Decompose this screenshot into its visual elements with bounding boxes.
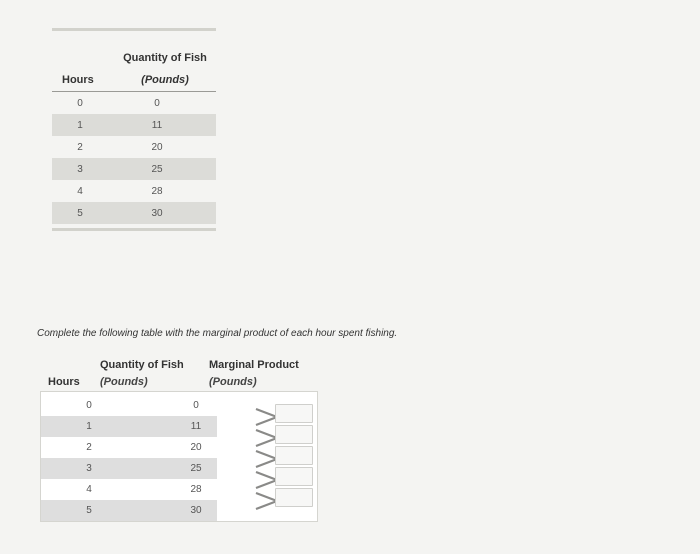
cell-quantity: 20 [151, 141, 163, 153]
cell-hours: 4 [86, 484, 92, 495]
cell-hours: 0 [86, 400, 92, 411]
cell-quantity: 28 [151, 185, 163, 197]
cell-hours: 4 [77, 185, 83, 197]
cell-hours: 5 [86, 505, 92, 516]
table-row [41, 479, 217, 500]
table-row [52, 180, 216, 202]
cell-hours: 5 [77, 207, 83, 219]
cell-hours: 0 [77, 97, 83, 109]
header-quantity-unit: (Pounds) [141, 74, 189, 86]
t2-header-quantity: Quantity of Fish [100, 359, 184, 371]
table-row [41, 500, 217, 521]
table-row [52, 136, 216, 158]
t2-header-quantity-unit: (Pounds) [100, 376, 148, 388]
cell-quantity: 25 [151, 163, 163, 175]
instruction-text: Complete the following table with the marginal product of each hour spent fishing. [37, 328, 398, 339]
t2-header-hours: Hours [48, 376, 80, 388]
cell-quantity: 30 [151, 207, 163, 219]
cell-quantity: 28 [190, 484, 202, 495]
fish-production-table [52, 28, 216, 231]
table-row [52, 114, 216, 136]
table-row [41, 437, 217, 458]
header-hours: Hours [62, 74, 94, 86]
marginal-product-input-5[interactable] [275, 488, 313, 507]
cell-hours: 3 [86, 463, 92, 474]
table-header [52, 41, 216, 89]
cell-quantity: 0 [193, 400, 199, 411]
t2-header-marginal-unit: (Pounds) [209, 376, 257, 388]
table-row [52, 202, 216, 224]
marginal-product-input-2[interactable] [275, 425, 313, 444]
cell-quantity: 11 [190, 421, 202, 432]
marginal-product-input-3[interactable] [275, 446, 313, 465]
cell-hours: 2 [86, 442, 92, 453]
table-row [41, 458, 217, 479]
cell-hours: 1 [86, 421, 92, 432]
table-bottom-rule [52, 228, 216, 231]
table-row [52, 158, 216, 180]
table-row [52, 92, 216, 114]
cell-hours: 1 [77, 119, 83, 131]
cell-quantity: 30 [190, 505, 202, 516]
header-quantity: Quantity of Fish [123, 52, 207, 64]
cell-quantity: 20 [190, 442, 202, 453]
marginal-product-input-1[interactable] [275, 404, 313, 423]
cell-quantity: 11 [151, 119, 163, 131]
cell-quantity: 25 [190, 463, 202, 474]
table-row [41, 416, 217, 437]
table-top-rule [52, 28, 216, 31]
cell-hours: 2 [77, 141, 83, 153]
cell-hours: 3 [77, 163, 83, 175]
t2-header-marginal: Marginal Product [209, 359, 299, 371]
marginal-product-input-4[interactable] [275, 467, 313, 486]
cell-quantity: 0 [154, 97, 160, 109]
